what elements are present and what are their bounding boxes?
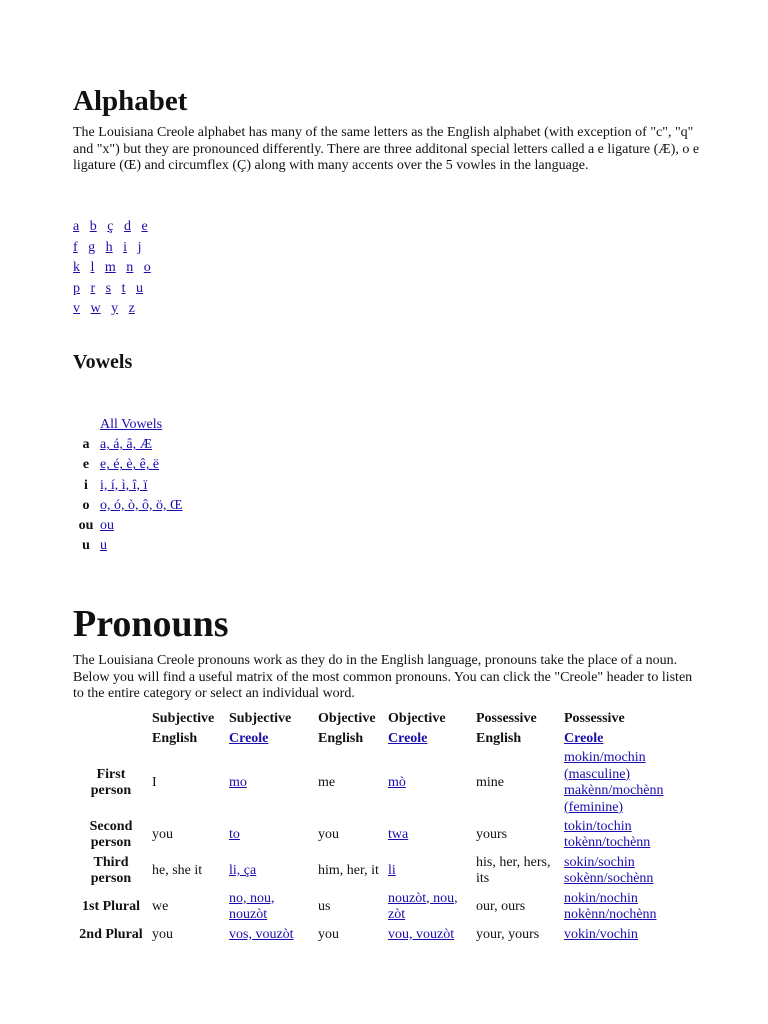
letter-link-e[interactable]: e bbox=[141, 219, 148, 234]
vowels-row bbox=[75, 516, 183, 536]
english-pronoun: your, yours bbox=[476, 926, 540, 942]
letter-link-k[interactable]: k bbox=[73, 260, 80, 275]
english-pronoun: his, her, hers, its bbox=[476, 854, 551, 886]
vowel-label: u bbox=[82, 538, 90, 554]
alphabet-intro: The Louisiana Creole alphabet has many of the same letters as the English alphabet (with exception of "c", "q" and "x") but they are pronounced differently. There are three additonal special letters called a e ligature (Æ), o e ligature (Œ) and circumflex (Ç) along with many accents over the 5 vowles in the language. bbox=[73, 125, 700, 173]
creole-pronoun-link[interactable]: no, nou, nouzòt bbox=[229, 890, 275, 922]
pronouns-header-row bbox=[73, 729, 687, 749]
creole-pronoun-link[interactable]: li, ça bbox=[229, 862, 257, 878]
letter-link-f[interactable]: f bbox=[73, 239, 78, 255]
vowels-heading: Vowels bbox=[73, 351, 133, 373]
english-pronoun: you bbox=[152, 826, 173, 842]
letter-link-c-cedilla[interactable]: ç bbox=[107, 219, 114, 234]
english-pronoun: our, ours bbox=[476, 898, 526, 914]
creole-pronoun-link[interactable]: mokin/mochin (masculine) makènn/mochènn (feminine) bbox=[564, 750, 664, 815]
vowels-row bbox=[75, 496, 183, 516]
vowel-label: ou bbox=[78, 518, 94, 534]
english-pronoun: you bbox=[318, 926, 339, 942]
letter-link-z[interactable]: z bbox=[128, 301, 135, 316]
pronouns-header-row bbox=[73, 709, 687, 729]
all-vowels-link[interactable]: All Vowels bbox=[100, 417, 163, 433]
creole-pronoun-link[interactable]: sokin/sochin sokènn/sochènn bbox=[564, 854, 654, 886]
column-header: Possessive bbox=[564, 710, 625, 726]
letter-link-o[interactable]: o bbox=[143, 260, 151, 275]
pronouns-table bbox=[73, 709, 687, 945]
vowel-label: o bbox=[82, 497, 90, 513]
vowel-label: e bbox=[82, 457, 90, 473]
vowel-forms-link[interactable]: e, é, è, ê, ë bbox=[100, 457, 160, 473]
english-pronoun: me bbox=[318, 774, 336, 790]
vowels-row bbox=[75, 536, 183, 556]
letter-row bbox=[73, 238, 158, 259]
letter-link-w[interactable]: w bbox=[90, 301, 101, 316]
column-subheader: English bbox=[318, 730, 364, 746]
letter-link-n[interactable]: n bbox=[126, 260, 134, 275]
pronouns-intro: The Louisiana Creole pronouns work as they do in the English language, pronouns take the place of a noun. Below you will find a useful matrix of the most common pronouns. You can click the "Creole" header to listen to the entire category or select an individual word. bbox=[73, 653, 693, 701]
english-pronoun: him, her, it bbox=[318, 862, 379, 878]
letter-row bbox=[73, 279, 158, 300]
column-subheader: English bbox=[476, 730, 522, 746]
creole-pronoun-link[interactable]: li bbox=[388, 862, 396, 878]
pronoun-row bbox=[73, 889, 687, 925]
english-pronoun: yours bbox=[476, 826, 508, 842]
letter-link-l[interactable]: l bbox=[90, 260, 95, 275]
letter-link-g[interactable]: g bbox=[88, 239, 96, 255]
letter-link-i[interactable]: i bbox=[123, 239, 128, 255]
english-pronoun: you bbox=[152, 926, 173, 942]
vowel-label: a bbox=[82, 437, 90, 453]
letter-link-u[interactable]: u bbox=[136, 280, 144, 296]
vowel-label: i bbox=[84, 477, 88, 493]
letter-link-r[interactable]: r bbox=[90, 280, 96, 296]
person-label: 2nd Plural bbox=[79, 926, 143, 942]
pronoun-row bbox=[73, 853, 687, 889]
letter-row bbox=[73, 258, 158, 279]
vowel-forms-link[interactable]: a, á, â, Æ bbox=[100, 437, 153, 453]
letter-link-h[interactable]: h bbox=[105, 239, 113, 255]
person-label: 1st Plural bbox=[82, 898, 140, 914]
letter-link-b[interactable]: b bbox=[89, 219, 97, 234]
letter-link-t[interactable]: t bbox=[121, 280, 126, 296]
column-header: Objective bbox=[318, 710, 376, 726]
column-header: Possessive bbox=[476, 710, 537, 726]
creole-pronoun-link[interactable]: mò bbox=[388, 774, 406, 790]
vowels-table bbox=[73, 415, 185, 556]
english-pronoun: he, she it bbox=[152, 862, 203, 878]
column-header: Subjective bbox=[229, 710, 292, 726]
pronoun-row bbox=[73, 749, 687, 817]
vowels-row bbox=[75, 455, 183, 475]
vowels-row bbox=[75, 435, 183, 455]
creole-pronoun-link[interactable]: to bbox=[229, 826, 240, 842]
column-subheader: English bbox=[152, 730, 198, 746]
person-label: First person bbox=[90, 766, 132, 798]
creole-possessive-header-link[interactable]: Creole bbox=[564, 730, 604, 746]
letter-link-m[interactable]: m bbox=[104, 260, 116, 275]
creole-pronoun-link[interactable]: nouzòt, nou, zòt bbox=[388, 890, 458, 922]
vowels-row bbox=[75, 476, 183, 496]
column-header: Objective bbox=[388, 710, 446, 726]
letter-link-v[interactable]: v bbox=[73, 301, 80, 316]
letter-row bbox=[73, 217, 158, 238]
creole-pronoun-link[interactable]: vou, vouzòt bbox=[388, 926, 455, 942]
english-pronoun: I bbox=[152, 774, 157, 790]
letter-link-d[interactable]: d bbox=[123, 219, 131, 234]
creole-objective-header-link[interactable]: Creole bbox=[388, 730, 428, 746]
letter-link-y[interactable]: y bbox=[111, 301, 119, 316]
vowel-forms-link[interactable]: i, í, ì, î, ï bbox=[100, 477, 148, 493]
pronoun-row bbox=[73, 925, 687, 945]
vowel-forms-link[interactable]: ou bbox=[100, 518, 114, 534]
creole-pronoun-link[interactable]: vos, vouzòt bbox=[229, 926, 294, 942]
person-label: Second person bbox=[89, 818, 133, 850]
letter-grid bbox=[73, 217, 158, 320]
pronouns-heading: Pronouns bbox=[73, 603, 229, 645]
letter-link-s[interactable]: s bbox=[105, 280, 112, 296]
vowel-forms-link[interactable]: o, ó, ò, ô, ö, Œ bbox=[100, 497, 183, 513]
creole-pronoun-link[interactable]: vokin/vochin bbox=[564, 926, 638, 942]
alphabet-heading: Alphabet bbox=[73, 85, 188, 117]
creole-pronoun-link[interactable]: twa bbox=[388, 826, 409, 842]
english-pronoun: mine bbox=[476, 774, 504, 790]
letter-link-a[interactable]: a bbox=[73, 219, 80, 234]
column-header: Subjective bbox=[152, 710, 215, 726]
creole-pronoun-link[interactable]: tokin/tochin tokènn/tochènn bbox=[564, 818, 651, 850]
vowel-forms-link[interactable]: u bbox=[100, 538, 107, 554]
pronoun-row bbox=[73, 817, 687, 853]
english-pronoun: us bbox=[318, 898, 331, 914]
letter-link-p[interactable]: p bbox=[73, 280, 80, 296]
creole-pronoun-link[interactable]: nokin/nochin nokènn/nochènn bbox=[564, 890, 657, 922]
creole-subjective-header-link[interactable]: Creole bbox=[229, 730, 269, 746]
letter-link-j[interactable]: j bbox=[137, 239, 142, 255]
creole-pronoun-link[interactable]: mo bbox=[229, 774, 247, 790]
person-label: Third person bbox=[90, 854, 132, 886]
english-pronoun: we bbox=[152, 898, 169, 914]
letter-row bbox=[73, 299, 158, 320]
english-pronoun: you bbox=[318, 826, 339, 842]
vowels-row bbox=[75, 415, 183, 435]
